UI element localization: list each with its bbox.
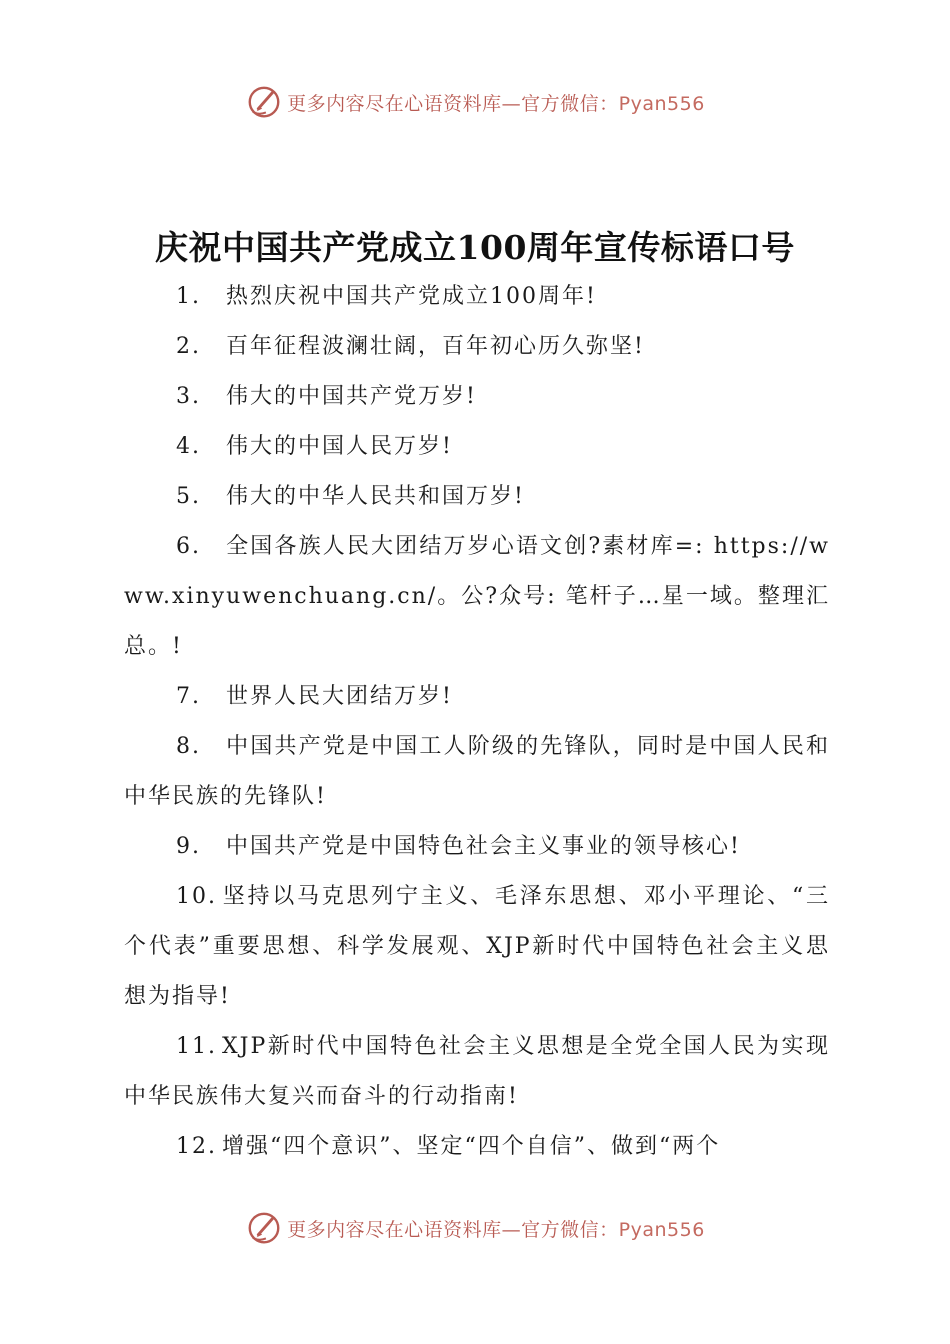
banner-text: 更多内容尽在心语资料库—官方微信：Pyan556	[287, 92, 705, 115]
list-item	[124, 522, 830, 672]
item-number: 11.	[176, 1034, 217, 1059]
list-item	[124, 1122, 830, 1172]
list-item	[124, 422, 830, 472]
item-text: 坚持以马克思列宁主义、毛泽东思想、邓小平理论、“三个代表”重要思想、科学发展观、XJP新时代中国特色社会主义思想为指导!	[124, 884, 830, 1009]
list-item	[124, 272, 830, 322]
list-item	[124, 672, 830, 722]
pen-logo-icon	[245, 1209, 283, 1247]
list-item	[124, 822, 830, 872]
item-number: 9.	[176, 834, 201, 859]
item-number: 5.	[176, 484, 201, 509]
item-text: 世界人民大团结万岁!	[226, 684, 453, 709]
list-item	[124, 1022, 830, 1122]
wechat-id: Pyan556	[618, 92, 705, 115]
item-text: 增强“四个意识”、坚定“四个自信”、做到“两个	[222, 1134, 721, 1159]
list-item	[124, 472, 830, 522]
pen-logo-icon	[245, 83, 283, 121]
item-number: 6.	[176, 534, 201, 559]
item-number: 10.	[176, 884, 217, 909]
wechat-id: Pyan556	[618, 1218, 705, 1241]
item-text: 伟大的中国人民万岁!	[226, 434, 453, 459]
item-number: 3.	[176, 384, 201, 409]
item-text: 热烈庆祝中国共产党成立100周年!	[226, 284, 597, 309]
list-item	[124, 322, 830, 372]
item-text: 伟大的中国共产党万岁!	[226, 384, 477, 409]
list-item	[124, 872, 830, 1022]
item-text: 中国共产党是中国工人阶级的先锋队，同时是中国人民和中华民族的先锋队!	[124, 734, 830, 809]
item-number: 4.	[176, 434, 201, 459]
item-number: 12.	[176, 1134, 217, 1159]
list-item	[124, 372, 830, 422]
item-text: 全国各族人民大团结万岁心语文创?素材库=: https://www.xinyuwenchuang.cn/。公?众号: 笔杆子…星一域。整理汇总。!	[124, 534, 830, 659]
header-banner	[0, 80, 950, 124]
item-number: 2.	[176, 334, 201, 359]
item-text: 百年征程波澜壮阔，百年初心历久弥坚!	[226, 334, 645, 359]
item-text: 伟大的中华人民共和国万岁!	[226, 484, 525, 509]
item-text: 中国共产党是中国特色社会主义事业的领导核心!	[226, 834, 741, 859]
item-number: 1.	[176, 284, 201, 309]
page-title: 庆祝中国共产党成立100周年宣传标语口号	[155, 228, 795, 267]
item-number: 8.	[176, 734, 201, 759]
banner-text: 更多内容尽在心语资料库—官方微信：Pyan556	[287, 1218, 705, 1241]
item-number: 7.	[176, 684, 201, 709]
item-text: XJP新时代中国特色社会主义思想是全党全国人民为实现中华民族伟大复兴而奋斗的行动指南!	[124, 1034, 830, 1109]
footer-banner	[0, 1206, 950, 1250]
slogan-list	[124, 272, 830, 1172]
list-item	[124, 722, 830, 822]
